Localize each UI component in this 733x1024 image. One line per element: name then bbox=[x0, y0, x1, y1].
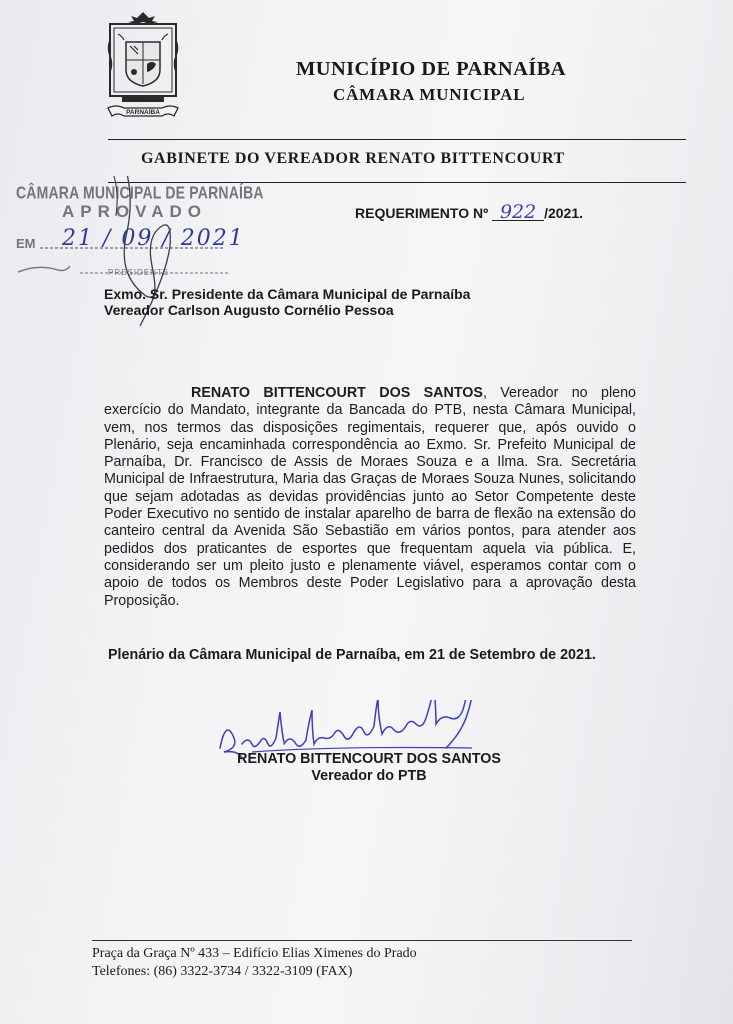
crest-banner-text: PARNAÍBA bbox=[126, 109, 160, 116]
request-body bbox=[104, 385, 636, 610]
municipal-crest-logo bbox=[106, 10, 180, 126]
requerimento-line bbox=[355, 201, 584, 223]
stamp-date: 21 / 09 / 2021 bbox=[62, 226, 245, 251]
stamp-lines-and-president-signature bbox=[10, 176, 270, 346]
closing-line: Plenário da Câmara Municipal de Parnaíba, em 21 de Setembro de 2021. bbox=[108, 647, 596, 663]
requerimento-year: /2021. bbox=[544, 205, 584, 221]
header-divider-top bbox=[108, 139, 686, 140]
municipality-title: MUNICÍPIO DE PARNAÍBA bbox=[296, 58, 566, 80]
addressee-line-2: Vereador Carlson Augusto Cornélio Pessoa bbox=[104, 302, 394, 318]
request-author: RENATO BITTENCOURT DOS SANTOS bbox=[191, 385, 483, 401]
stamp-chamber-text: CÂMARA MUNICIPAL DE PARNAÍBA bbox=[16, 182, 264, 202]
chamber-title: CÂMARA MUNICIPAL bbox=[333, 85, 526, 104]
footer-divider bbox=[92, 940, 632, 941]
stamp-em-label: EM bbox=[16, 236, 36, 251]
signer-name: RENATO BITTENCOURT DOS SANTOS bbox=[237, 751, 501, 767]
footer-address: Praça da Graça Nº 433 – Edifício Elias Ximenes do Prado bbox=[92, 946, 417, 961]
office-title: GABINETE DO VEREADOR RENATO BITTENCOURT bbox=[141, 150, 565, 167]
stamp-approved-text: APROVADO bbox=[62, 202, 207, 221]
requerimento-label: REQUERIMENTO Nº bbox=[355, 205, 489, 221]
request-text: , Vereador no pleno exercício do Mandato, integrante da Bancada do PTB, nesta Câmara Municipal, vem, nos termos das disposições regimentais, requerer que, após ouvido o Plenário, seja encaminhada correspondência ao Exmo. Sr. Prefeito Municipal de Parnaíba, Dr. Francisco de Assis de Moraes Souza e a Ilma. Sra. Secretária Municipal de Infraestrutura, Maria das Graças de Moraes Souza Nunes, solicitando que sejam adotadas as devidas providências junto ao Setor Competente deste Poder Executivo no sentido de instalar aparelho de barra de flexão na extensão do canteiro central da Avenida São Sebastião em vários pontos, para atender aos pedidos dos praticantes de esportes que frequentam aquela via pública. E, considerando ser um pleito justo e plenamente viável, esperamos contar com o apoio de todos os Membros deste Poder Legislativo para a aprovação desta Proposição. bbox=[104, 385, 636, 609]
signer-role: Vereador do PTB bbox=[311, 768, 427, 784]
requerimento-number: 922 bbox=[492, 204, 544, 221]
approval-stamp bbox=[10, 176, 270, 286]
addressee-line-1: Exmo. Sr. Presidente da Câmara Municipal de Parnaíba bbox=[104, 286, 471, 302]
stamp-president-label: PRESIDENTE bbox=[108, 268, 170, 277]
footer-phones: Telefones: (86) 3322-3734 / 3322-3109 (FAX) bbox=[92, 964, 353, 979]
